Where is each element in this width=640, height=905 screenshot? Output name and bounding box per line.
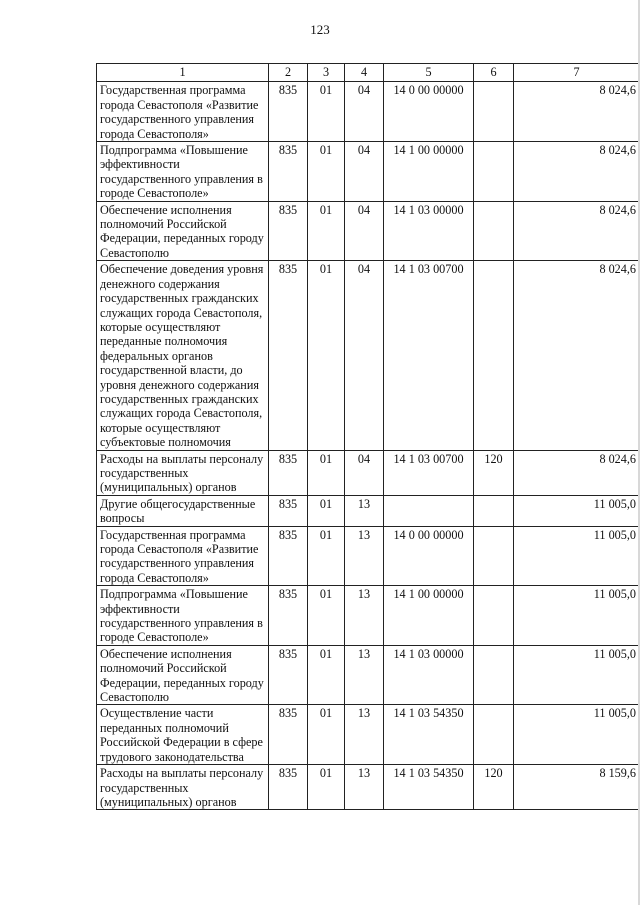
row-name: Расходы на выплаты персоналу государственных (муниципальных) органов (97, 450, 269, 495)
row-subsection-code: 13 (345, 705, 384, 765)
row-subsection-code: 04 (345, 201, 384, 261)
row-section-code: 01 (308, 450, 345, 495)
row-subsection-code: 13 (345, 765, 384, 810)
table-row (97, 495, 640, 526)
row-target-code: 14 1 03 00700 (384, 450, 474, 495)
row-ministry-code: 835 (269, 82, 308, 142)
row-name: Государственная программа города Севастополя «Развитие государственного управления города Севастополя» (97, 82, 269, 142)
row-expense-type (474, 645, 514, 705)
row-subsection-code: 13 (345, 645, 384, 705)
row-target-code: 14 1 03 54350 (384, 765, 474, 810)
row-ministry-code: 835 (269, 765, 308, 810)
row-subsection-code: 04 (345, 261, 384, 450)
row-ministry-code: 835 (269, 142, 308, 202)
row-ministry-code: 835 (269, 495, 308, 526)
table-row (97, 586, 640, 646)
row-amount: 11 005,0 (514, 645, 640, 705)
row-name: Подпрограмма «Повышение эффективности государственного управления в городе Севастополе» (97, 142, 269, 202)
header-cell-3: 3 (308, 64, 345, 82)
row-expense-type (474, 82, 514, 142)
row-section-code: 01 (308, 526, 345, 586)
row-section-code: 01 (308, 495, 345, 526)
row-ministry-code: 835 (269, 261, 308, 450)
row-name: Обеспечение доведения уровня денежного содержания государственных гражданских служащих города Севастополя, которые осуществляют переданные полномочия федеральных органов государственной власти, до уровня денежного содержания государственных гражданских служащих города Севастополя, которые осуществляют субъектовые полномочия (97, 261, 269, 450)
row-expense-type (474, 705, 514, 765)
row-name: Другие общегосударственные вопросы (97, 495, 269, 526)
table-row (97, 201, 640, 261)
row-ministry-code: 835 (269, 201, 308, 261)
row-target-code (384, 495, 474, 526)
row-amount: 8 024,6 (514, 201, 640, 261)
row-target-code: 14 1 00 00000 (384, 142, 474, 202)
table-row (97, 142, 640, 202)
row-name: Обеспечение исполнения полномочий Российской Федерации, переданных городу Севастополю (97, 645, 269, 705)
row-name: Осуществление части переданных полномочий Российской Федерации в сфере трудового законодательства (97, 705, 269, 765)
row-subsection-code: 04 (345, 82, 384, 142)
row-ministry-code: 835 (269, 705, 308, 765)
header-cell-1: 1 (97, 64, 269, 82)
row-subsection-code: 04 (345, 142, 384, 202)
row-section-code: 01 (308, 201, 345, 261)
row-section-code: 01 (308, 586, 345, 646)
header-row (97, 64, 640, 82)
row-name: Расходы на выплаты персоналу государственных (муниципальных) органов (97, 765, 269, 810)
row-section-code: 01 (308, 645, 345, 705)
row-amount: 11 005,0 (514, 495, 640, 526)
row-subsection-code: 04 (345, 450, 384, 495)
row-target-code: 14 1 03 00000 (384, 201, 474, 261)
row-expense-type (474, 526, 514, 586)
row-ministry-code: 835 (269, 586, 308, 646)
row-subsection-code: 13 (345, 495, 384, 526)
row-amount: 11 005,0 (514, 705, 640, 765)
row-section-code: 01 (308, 82, 345, 142)
table-row (97, 526, 640, 586)
row-expense-type (474, 586, 514, 646)
row-expense-type: 120 (474, 450, 514, 495)
row-target-code: 14 0 00 00000 (384, 82, 474, 142)
table-row (97, 705, 640, 765)
table-row (97, 645, 640, 705)
row-name: Подпрограмма «Повышение эффективности государственного управления в городе Севастополе» (97, 586, 269, 646)
row-expense-type: 120 (474, 765, 514, 810)
row-amount: 8 024,6 (514, 142, 640, 202)
table-row (97, 261, 640, 450)
row-name: Обеспечение исполнения полномочий Российской Федерации, переданных городу Севастополю (97, 201, 269, 261)
header-cell-5: 5 (384, 64, 474, 82)
row-section-code: 01 (308, 705, 345, 765)
row-amount: 11 005,0 (514, 526, 640, 586)
row-ministry-code: 835 (269, 645, 308, 705)
row-section-code: 01 (308, 142, 345, 202)
row-expense-type (474, 201, 514, 261)
table-row (97, 765, 640, 810)
header-cell-7: 7 (514, 64, 640, 82)
row-expense-type (474, 261, 514, 450)
budget-table-container (96, 63, 640, 810)
row-expense-type (474, 495, 514, 526)
row-amount: 8 024,6 (514, 450, 640, 495)
row-amount: 8 024,6 (514, 261, 640, 450)
row-target-code: 14 1 03 54350 (384, 705, 474, 765)
row-target-code: 14 1 03 00000 (384, 645, 474, 705)
row-section-code: 01 (308, 765, 345, 810)
row-expense-type (474, 142, 514, 202)
row-subsection-code: 13 (345, 586, 384, 646)
table-row (97, 82, 640, 142)
row-amount: 11 005,0 (514, 586, 640, 646)
row-amount: 8 159,6 (514, 765, 640, 810)
table-row (97, 450, 640, 495)
header-cell-4: 4 (345, 64, 384, 82)
row-ministry-code: 835 (269, 450, 308, 495)
row-target-code: 14 1 00 00000 (384, 586, 474, 646)
header-cell-6: 6 (474, 64, 514, 82)
row-section-code: 01 (308, 261, 345, 450)
row-name: Государственная программа города Севастополя «Развитие государственного управления города Севастополя» (97, 526, 269, 586)
row-subsection-code: 13 (345, 526, 384, 586)
row-target-code: 14 1 03 00700 (384, 261, 474, 450)
row-target-code: 14 0 00 00000 (384, 526, 474, 586)
row-ministry-code: 835 (269, 526, 308, 586)
row-amount: 8 024,6 (514, 82, 640, 142)
budget-table (96, 63, 640, 810)
page-number: 123 (310, 22, 330, 37)
header-cell-2: 2 (269, 64, 308, 82)
